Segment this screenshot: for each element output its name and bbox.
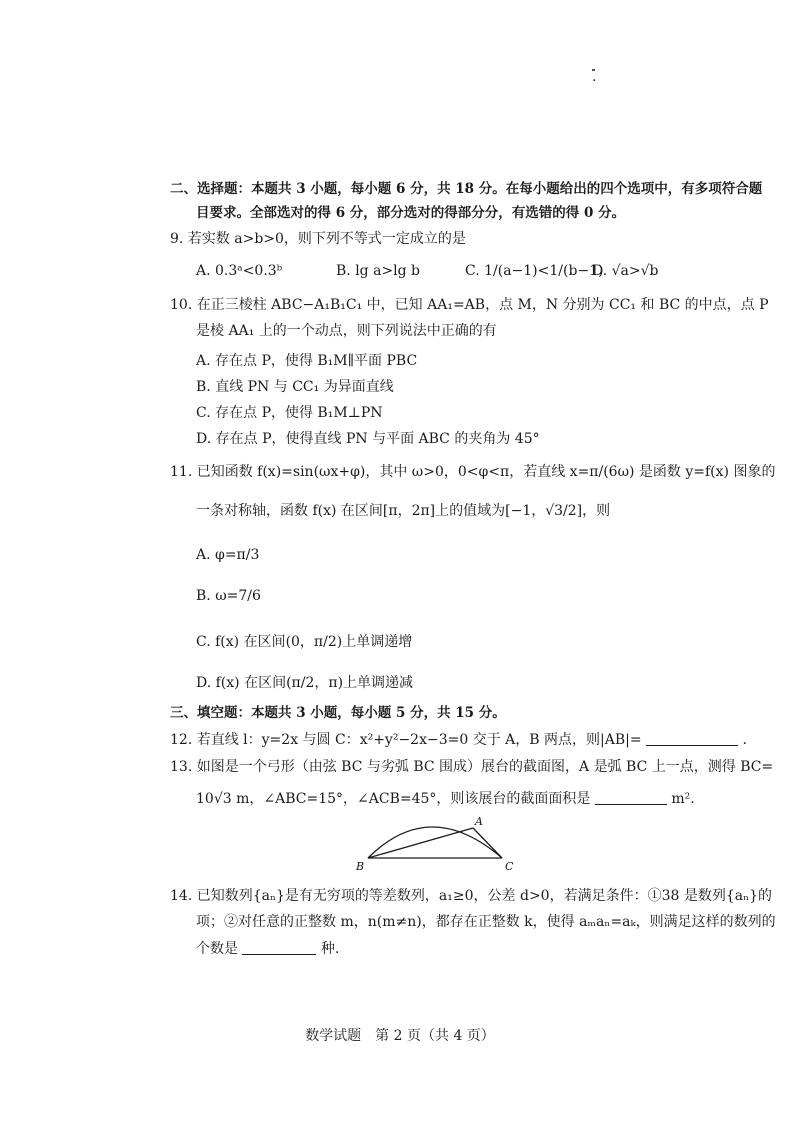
section-2-heading-continued: 目要求。全部选对的得 6 分，部分选对的得部分分，有选错的得 0 分。 [196,205,626,221]
question-13-stem-continued-line [196,790,695,809]
question-10-option-a: A. 存在点 P，使得 B₁M∥平面 PBC [196,353,418,369]
minor-arc-bc [368,827,502,858]
label-point-c: C [505,860,514,873]
question-11-option-d: D. f(x) 在区间(π/2，π)上单调递减 [196,675,414,691]
question-10-stem: 10. 在正三棱柱 ABC−A₁B₁C₁ 中，已知 AA₁=AB，点 M，N 分别为 CC₁ 和 BC 的中点，点 P [170,297,769,313]
question-11-stem: 11. 已知函数 f(x)=sin(ωx+φ)，其中 ω>0，0<φ<π，若直线 x=π/(6ω) 是函数 y=f(x) 图象的 [170,464,776,480]
question-13-unit: m². [671,791,695,807]
question-12 [170,731,747,750]
question-14-end: 种. [320,941,340,957]
segment-ac [473,828,502,858]
question-10-stem-continued: 是棱 AA₁ 上的一个动点，则下列说法中正确的有 [196,323,497,339]
question-12-stem: 12. 若直线 l：y=2x 与圆 C：x²+y²−2x−3=0 交于 A，B 两点，则|AB|= [170,732,642,748]
question-14-stem-continued: 项；②对任意的正整数 m，n(m≠n)，都存在正整数 k，使得 aₘaₙ=aₖ，则满足这样的数列的 [196,914,776,930]
question-13-stem: 13. 如图是一个弓形（由弦 BC 与劣弧 BC 围成）展台的截面图，A 是弧 BC 上一点，测得 BC= [170,759,774,775]
question-10-option-c: C. 存在点 P，使得 B₁M⊥PN [196,405,383,421]
label-point-b: B [356,860,365,873]
question-14-stem-continued-2: 个数是 [196,941,238,957]
section-3-heading: 三、填空题：本题共 3 小题，每小题 5 分，共 15 分。 [170,705,506,721]
page-footer: 数学试题 第 2 页（共 4 页） [305,1028,495,1044]
question-9-option-d: D. √a>√b [592,263,659,279]
question-11-option-b: B. ω=7/6 [196,588,261,604]
question-14-stem-last-line [196,940,339,959]
question-11-option-c: C. f(x) 在区间(0，π/2)上单调递增 [196,634,413,650]
question-10-option-d: D. 存在点 P，使得直线 PN 与平面 ABC 的夹角为 45° [196,431,540,447]
question-9-option-b: B. lg a>lg b [336,263,421,279]
segment-figure [350,812,530,874]
question-9-stem: 9. 若实数 a>b>0，则下列不等式一定成立的是 [170,231,466,247]
section-2-heading: 二、选择题：本题共 3 小题，每小题 6 分，共 18 分。在每小题给出的四个选项中，有多项符合题 [170,181,763,197]
scan-speck: . [592,69,597,85]
question-11-stem-continued: 一条对称轴，函数 f(x) 在区间[π，2π]上的值域为[−1，√3/2]，则 [196,503,611,519]
segment-ab [368,828,473,858]
question-10-option-b: B. 直线 PN 与 CC₁ 为异面直线 [196,379,394,395]
question-9-option-a: A. 0.3ᵃ<0.3ᵇ [196,263,283,279]
question-12-answer-blank[interactable] [646,731,738,746]
question-9-option-c: C. 1/(a−1)<1/(b−1) [465,263,604,279]
question-14-answer-blank[interactable] [242,940,316,955]
question-13-stem-continued: 10√3 m，∠ABC=15°，∠ACB=45°，则该展台的截面面积是 [196,791,591,807]
label-point-a: A [475,815,483,828]
question-14-stem: 14. 已知数列{aₙ}是有无穷项的等差数列，a₁≥0，公差 d>0，若满足条件：①38 是数列{aₙ}的 [170,888,773,904]
question-13-answer-blank[interactable] [595,790,667,805]
question-12-end: . [742,732,747,748]
question-11-option-a: A. φ=π/3 [196,547,260,563]
